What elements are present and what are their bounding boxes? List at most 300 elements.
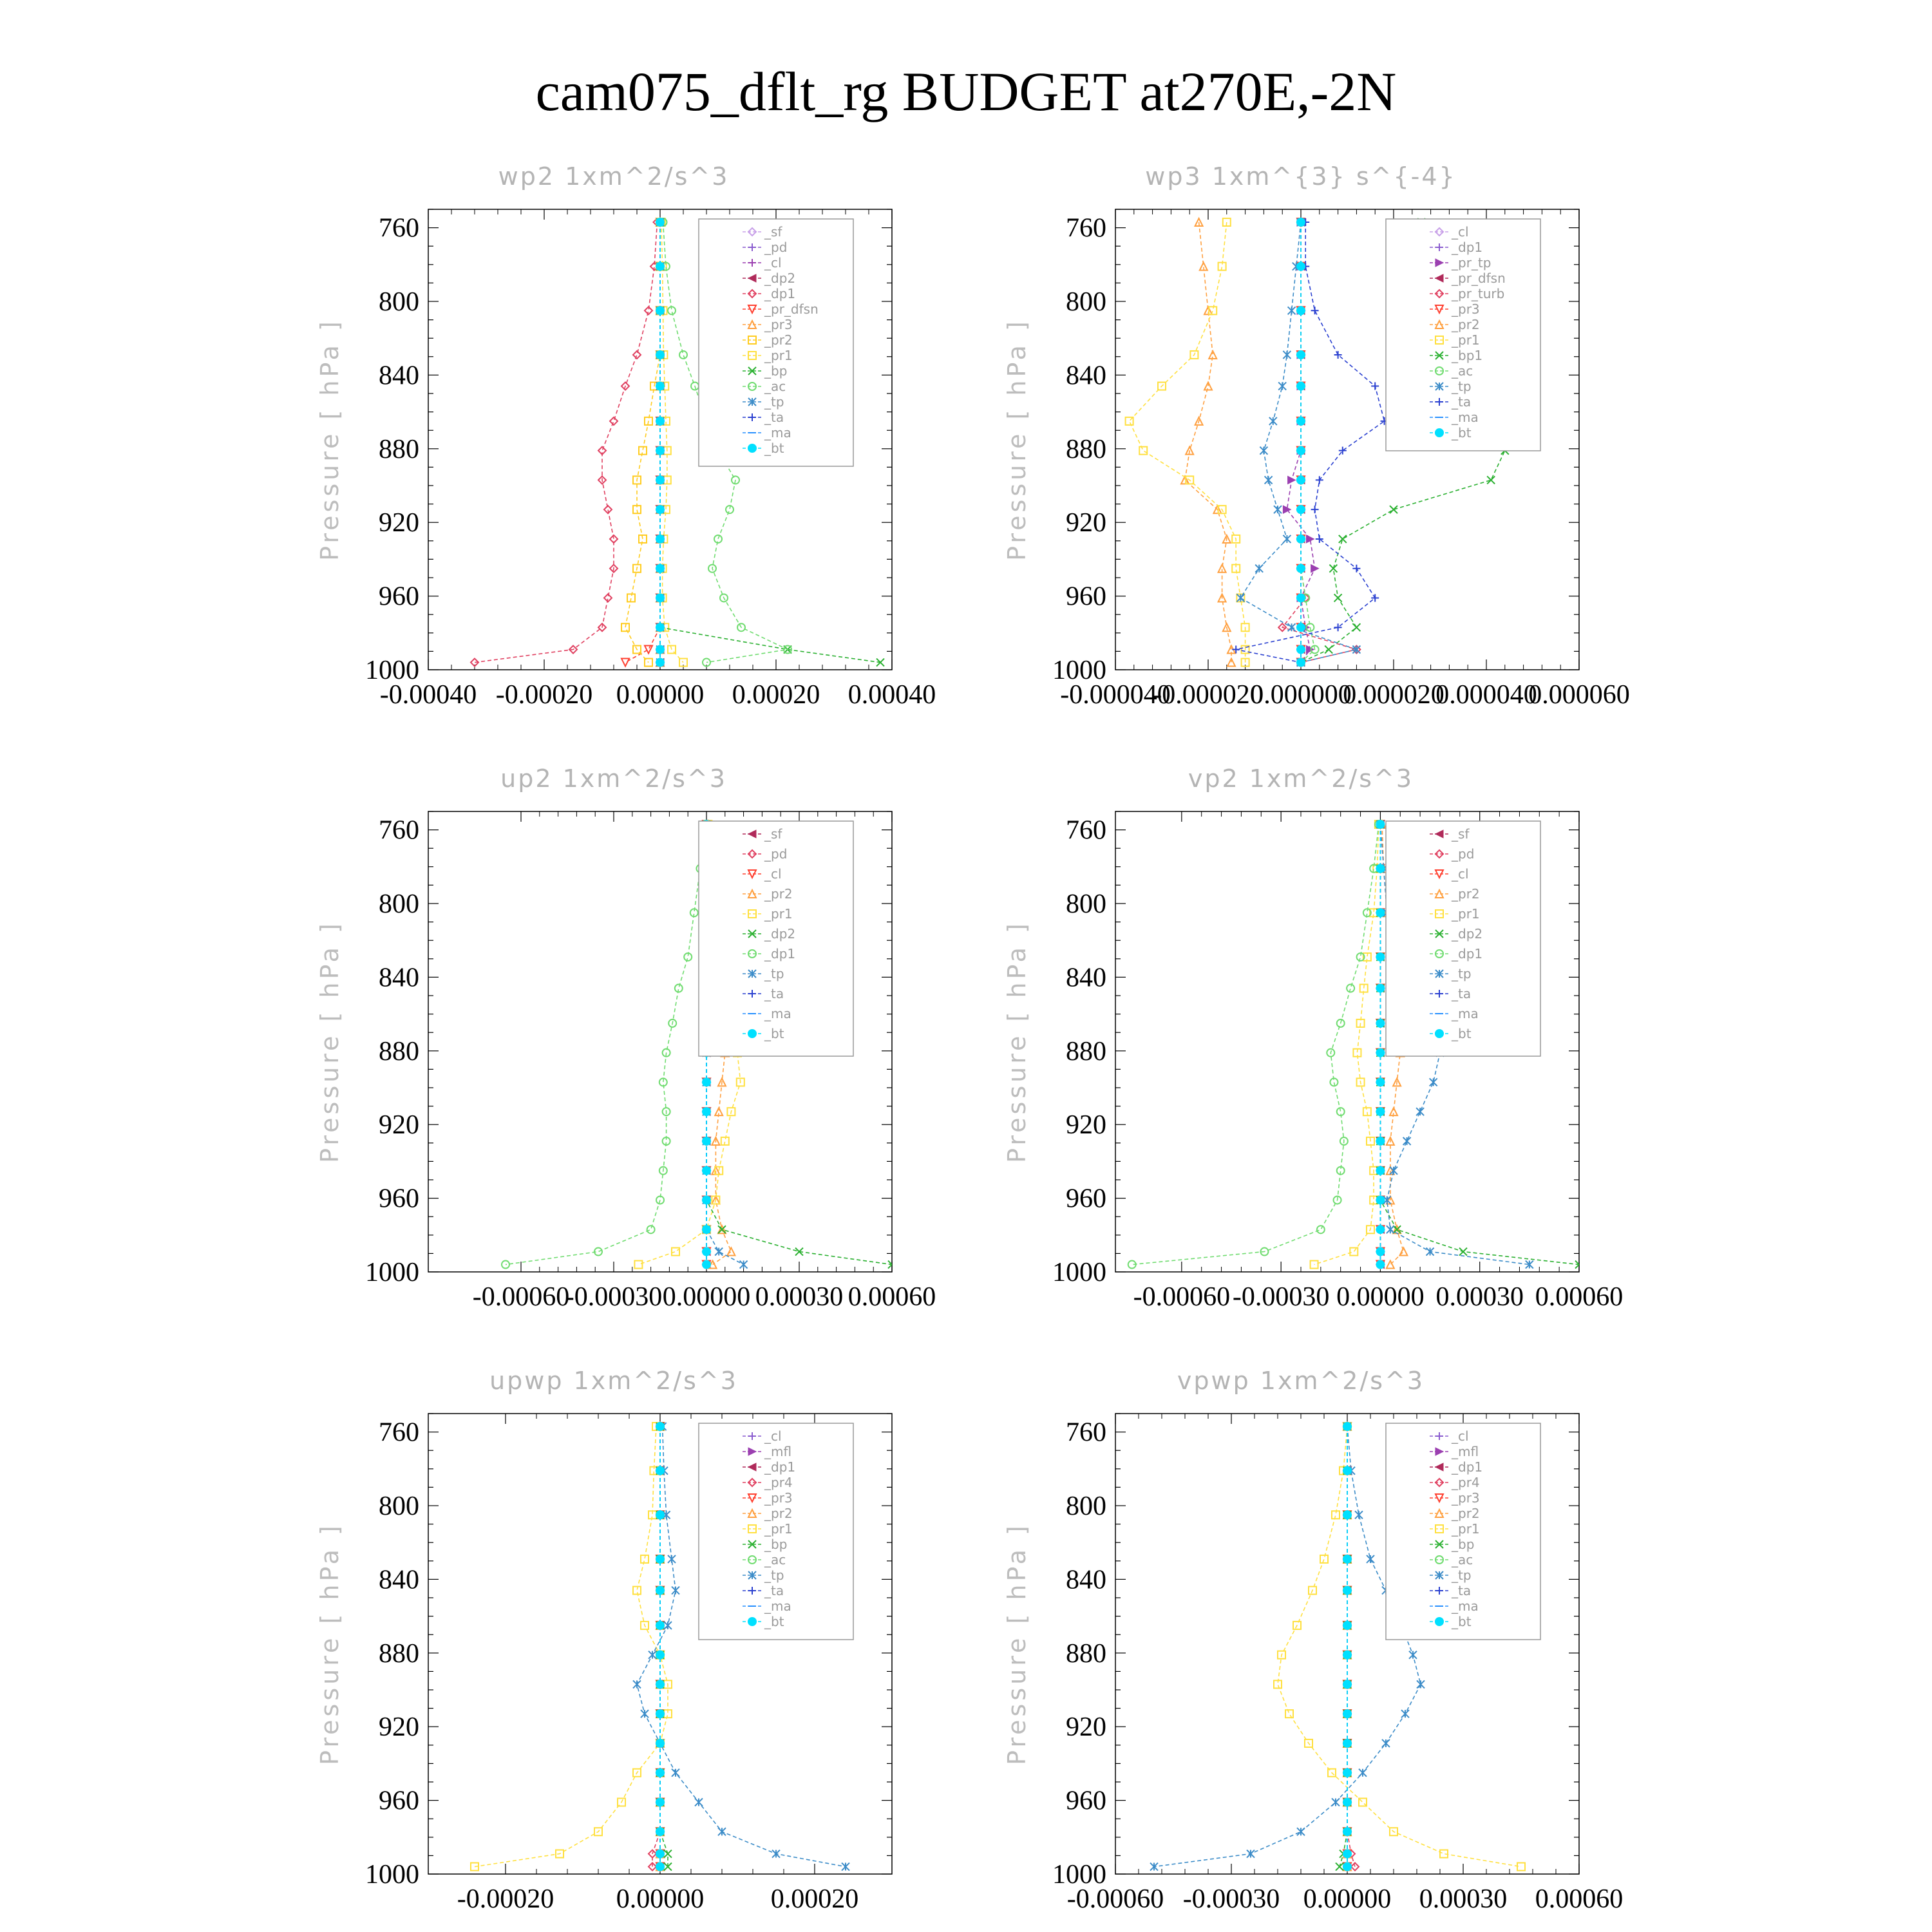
y-tick-label: 840 — [379, 1565, 419, 1595]
legend-label: _pr2 — [764, 886, 793, 902]
data-point-bt — [1296, 417, 1305, 426]
data-point-bt — [656, 1586, 665, 1595]
series-line-pr2 — [625, 222, 660, 663]
legend-label: _dp2 — [1452, 926, 1483, 942]
series-line-dp1 — [1132, 824, 1379, 1265]
y-tick-label: 960 — [379, 1184, 419, 1214]
data-point-bt — [656, 262, 665, 271]
data-point-tp — [1283, 535, 1291, 543]
y-tick-label: 800 — [379, 1492, 419, 1521]
legend-label: _cl — [1452, 866, 1469, 882]
data-point-bp1 — [1325, 646, 1332, 654]
series-line-pr1 — [475, 1426, 668, 1867]
legend-marker — [748, 1617, 757, 1626]
data-point-tp — [1278, 383, 1286, 390]
legend-label: _ta — [764, 410, 784, 425]
legend-label: _ac — [764, 379, 786, 394]
data-point-bt — [1296, 593, 1305, 602]
y-tick-label: 800 — [379, 287, 419, 317]
data-point-bp1 — [1334, 594, 1342, 601]
data-point-tp — [1426, 1248, 1434, 1256]
legend-label: _pr2 — [1452, 317, 1480, 332]
data-point-bt — [656, 1422, 665, 1431]
data-point-bt — [656, 306, 665, 315]
legend-label: _pr1 — [1452, 1521, 1480, 1537]
data-point-tp — [1236, 594, 1244, 601]
data-point-ta — [1232, 646, 1240, 654]
y-tick-label: 1000 — [1052, 656, 1106, 685]
series-line-ta — [1236, 222, 1384, 663]
data-point-bt — [656, 505, 665, 514]
data-point-tp — [1416, 1108, 1424, 1115]
series-line-pr2 — [1185, 222, 1231, 663]
data-point-bp1 — [1487, 476, 1495, 484]
data-point-dp1 — [1317, 1226, 1325, 1233]
legend-label: _cl — [1452, 224, 1469, 240]
panel-title: up2 1xm^2/s^3 — [500, 764, 727, 793]
chart-panel-0 — [316, 162, 936, 710]
data-point-bt — [1296, 306, 1305, 315]
data-point-bt — [1343, 1850, 1352, 1859]
data-point-ta — [1316, 476, 1323, 484]
y-tick-label: 1000 — [365, 656, 419, 685]
data-point-tp — [664, 1622, 672, 1629]
x-tick-label: -0.00030 — [1182, 1884, 1280, 1914]
data-point-bt — [1376, 984, 1385, 993]
y-tick-label: 760 — [379, 1417, 419, 1448]
y-tick-label: 800 — [1066, 287, 1106, 317]
data-point-tp — [668, 1555, 676, 1563]
data-point-tp — [1409, 1651, 1417, 1659]
data-point-bt — [1376, 1019, 1385, 1028]
legend-label: _pd — [1452, 846, 1475, 862]
legend-label: _ma — [1452, 1006, 1479, 1021]
data-point-pr2 — [627, 594, 635, 601]
legend-label: _cl — [764, 255, 782, 270]
data-point-tp — [641, 1710, 649, 1718]
data-point-bp1 — [1390, 506, 1397, 513]
legend-label: _pr4 — [1452, 1475, 1480, 1490]
legend-label: _dp1 — [764, 946, 796, 961]
data-point-pr1 — [633, 1587, 641, 1595]
data-point-tp — [1247, 1850, 1255, 1858]
legend-label: _tp — [764, 394, 784, 410]
data-point-ta — [1311, 307, 1319, 314]
data-point-bt — [702, 1077, 711, 1086]
data-point-bt — [702, 1137, 711, 1146]
x-tick-label: -0.00030 — [1232, 1282, 1330, 1312]
data-point-tp — [695, 1798, 703, 1806]
data-point-bt — [656, 1862, 665, 1871]
data-point-bt — [656, 218, 665, 227]
x-tick-label: 0.000040 — [1435, 680, 1537, 710]
x-tick-label: -0.000020 — [1153, 680, 1264, 710]
series-line-dp1 — [506, 824, 705, 1265]
x-tick-label: -0.00020 — [495, 680, 593, 710]
data-point-pr2 — [639, 447, 647, 455]
y-tick-label: 960 — [379, 582, 419, 612]
data-point-tp — [740, 1261, 748, 1269]
x-tick-label: 0.00060 — [1535, 1884, 1624, 1914]
legend-label: _ta — [764, 986, 784, 1001]
data-point-bt — [1376, 1195, 1385, 1204]
legend-label: _bt — [764, 440, 784, 456]
data-point-pr_tp — [1288, 476, 1296, 484]
y-tick-label: 800 — [1066, 889, 1106, 919]
data-point-bp1 — [1339, 535, 1347, 543]
data-point-bt — [656, 535, 665, 544]
data-point-bt — [1376, 1247, 1385, 1256]
data-point-tp — [1401, 1710, 1409, 1718]
legend-label: _cl — [1452, 1428, 1469, 1444]
legend-label: _tp — [1452, 1567, 1472, 1583]
data-point-tp — [1417, 1680, 1425, 1688]
data-point-dp1 — [610, 417, 618, 425]
data-point-bt — [656, 1466, 665, 1475]
legend-label: _ac — [1452, 1552, 1473, 1567]
data-point-bt — [656, 475, 665, 484]
panel-title: wp2 1xm^2/s^3 — [498, 162, 730, 191]
data-point-bt — [656, 658, 665, 667]
data-point-bt — [1296, 623, 1305, 632]
data-point-tp — [1367, 1555, 1374, 1563]
data-point-bt — [1343, 1586, 1352, 1595]
panel-title: wp3 1xm^{3} s^{-4} — [1145, 162, 1457, 191]
y-tick-label: 960 — [379, 1786, 419, 1816]
panel-title: upwp 1xm^2/s^3 — [489, 1367, 738, 1395]
data-point-pr2 — [1399, 1248, 1407, 1256]
legend-label: _pr_turb — [1452, 286, 1505, 301]
legend-label: _tp — [1452, 966, 1472, 981]
x-tick-label: 0.00030 — [1435, 1282, 1524, 1312]
data-point-bt — [1343, 1739, 1352, 1748]
data-point-tp — [1390, 1167, 1397, 1175]
legend-label: _pr3 — [1452, 301, 1480, 317]
y-tick-label: 760 — [1066, 213, 1106, 243]
data-point-bt — [1296, 475, 1305, 484]
legend-marker — [1435, 428, 1444, 437]
series-line-pr1 — [661, 222, 683, 663]
data-point-tp — [1355, 1511, 1363, 1519]
data-point-pr1 — [1311, 1261, 1318, 1269]
data-point-dp1 — [604, 506, 612, 513]
y-tick-label: 800 — [1066, 1492, 1106, 1521]
data-point-pr1 — [1320, 1555, 1328, 1563]
x-tick-label: 0.00000 — [1303, 1884, 1392, 1914]
y-tick-label: 1000 — [365, 1258, 419, 1287]
legend-marker — [748, 444, 757, 453]
x-tick-label: -0.00060 — [472, 1282, 570, 1312]
legend-label: _pr2 — [1452, 1506, 1480, 1521]
legend-label: _dp1 — [1452, 1459, 1483, 1475]
data-point-tp — [1332, 1798, 1340, 1806]
legend-label: _ac — [764, 1552, 786, 1567]
data-point-bt — [1296, 505, 1305, 514]
data-point-bt — [1376, 820, 1385, 829]
x-tick-label: 0.00030 — [755, 1282, 844, 1312]
legend-label: _pr3 — [764, 1490, 793, 1506]
y-tick-label: 840 — [379, 963, 419, 993]
legend-label: _ma — [1452, 1598, 1479, 1614]
data-point-tp — [1260, 447, 1267, 455]
data-point-bt — [1343, 1827, 1352, 1836]
data-point-tp — [1150, 1863, 1158, 1871]
legend-label: _dp1 — [1452, 946, 1483, 961]
y-axis-label: Pressure [ hPa ] — [1003, 920, 1031, 1163]
panel-title: vp2 1xm^2/s^3 — [1188, 764, 1414, 793]
x-tick-label: 0.00060 — [848, 1282, 936, 1312]
data-point-tp — [1297, 1828, 1305, 1835]
legend-label: _sf — [764, 826, 782, 842]
data-point-tp — [1430, 1078, 1437, 1086]
x-tick-label: -0.00040 — [379, 680, 477, 710]
data-point-ac — [726, 506, 734, 513]
data-point-tp — [1283, 351, 1291, 359]
y-tick-label: 800 — [379, 889, 419, 919]
legend-label: _pd — [764, 240, 788, 255]
data-point-bt — [1343, 1680, 1352, 1689]
y-tick-label: 920 — [1066, 1110, 1106, 1141]
data-point-bt — [656, 1621, 665, 1630]
chart-panel-5 — [1003, 1367, 1623, 1914]
data-point-bt — [1343, 1510, 1352, 1519]
legend-label: _ta — [1452, 394, 1472, 410]
data-point-bt — [1376, 1048, 1385, 1057]
legend-label: _ma — [764, 1598, 791, 1614]
data-point-bt — [702, 1107, 711, 1116]
data-point-bt — [656, 417, 665, 426]
legend-label: _bt — [764, 1614, 784, 1629]
y-tick-label: 920 — [379, 1712, 419, 1743]
legend-label: _ta — [764, 1583, 784, 1598]
data-point-tp — [1274, 506, 1282, 513]
data-point-bt — [656, 1709, 665, 1718]
legend-label: _pr1 — [764, 906, 793, 922]
data-point-tp — [715, 1248, 723, 1256]
data-point-pr1 — [672, 1248, 679, 1256]
chart-panel-1 — [1003, 162, 1630, 710]
y-tick-label: 840 — [1066, 1565, 1106, 1595]
figure-title: cam075_dflt_rg BUDGET at270E,-2N — [535, 61, 1397, 122]
chart-panel-3 — [1003, 764, 1623, 1312]
data-point-bp — [1336, 1863, 1343, 1871]
data-point-bt — [1376, 1077, 1385, 1086]
legend-label: _sf — [764, 224, 782, 240]
data-point-bt — [1343, 1797, 1352, 1806]
data-point-tp — [649, 1651, 656, 1659]
legend-label: _ma — [764, 1006, 791, 1021]
x-tick-label: -0.00060 — [1133, 1282, 1231, 1312]
legend-label: _bp — [1452, 1537, 1475, 1552]
legend-label: _tp — [764, 1567, 784, 1583]
data-point-pr2 — [1204, 383, 1212, 390]
y-axis-label: Pressure [ hPa ] — [1003, 318, 1031, 561]
data-point-tp — [633, 1680, 641, 1688]
x-tick-label: 0.000060 — [1528, 680, 1630, 710]
data-point-bt — [656, 1680, 665, 1689]
data-point-pr1 — [1350, 1248, 1358, 1256]
legend-label: _pd — [764, 846, 788, 862]
y-tick-label: 920 — [379, 1110, 419, 1141]
data-point-tp — [1255, 565, 1263, 573]
legend-label: _dp1 — [764, 1459, 796, 1475]
legend-label: _ma — [764, 425, 791, 440]
y-tick-label: 960 — [1066, 1786, 1106, 1816]
legend-label: _bp — [764, 1537, 788, 1552]
data-point-bt — [1343, 1422, 1352, 1431]
legend-label: _ac — [1452, 363, 1473, 379]
y-axis-label: Pressure [ hPa ] — [1003, 1522, 1031, 1765]
y-axis-label: Pressure [ hPa ] — [316, 318, 344, 561]
data-point-bt — [656, 645, 665, 654]
legend-label: _cl — [764, 866, 782, 882]
data-point-bt — [656, 1797, 665, 1806]
data-point-bt — [1376, 1137, 1385, 1146]
data-point-bt — [1376, 1225, 1385, 1234]
data-point-pr_dfsn — [621, 659, 629, 667]
data-point-pr_dfsn — [645, 646, 652, 654]
y-tick-label: 760 — [379, 815, 419, 846]
data-point-tp — [1382, 1739, 1390, 1747]
legend-marker — [1435, 1029, 1444, 1038]
data-point-ac — [714, 535, 722, 543]
data-point-bt — [702, 1166, 711, 1175]
data-point-bt — [702, 1225, 711, 1234]
x-tick-label: 0.00020 — [732, 680, 820, 710]
legend-label: _pr2 — [764, 332, 793, 348]
data-point-bt — [1296, 535, 1305, 544]
data-point-bt — [1343, 1651, 1352, 1660]
legend-label: _pr3 — [764, 317, 793, 332]
data-point-bt — [1296, 218, 1305, 227]
data-point-dp2 — [1459, 1248, 1467, 1256]
data-point-tp — [718, 1828, 726, 1835]
data-point-bt — [656, 1739, 665, 1748]
data-point-bt — [1296, 645, 1305, 654]
data-point-bt — [1296, 262, 1305, 271]
y-tick-label: 840 — [379, 361, 419, 391]
x-tick-label: 0.000020 — [1343, 680, 1444, 710]
legend-label: _bp1 — [1452, 348, 1483, 363]
legend-marker — [748, 1029, 757, 1038]
legend-label: _tp — [764, 966, 784, 981]
data-point-bt — [702, 1247, 711, 1256]
data-point-ta — [1311, 506, 1319, 513]
y-tick-label: 880 — [379, 1036, 419, 1066]
legend-label: _pr_dfsn — [764, 301, 819, 317]
x-tick-label: 0.00060 — [1535, 1282, 1624, 1312]
x-tick-label: 0.00030 — [1419, 1884, 1508, 1914]
series-line-dp1 — [475, 222, 658, 663]
data-point-pr1 — [634, 1261, 642, 1269]
data-point-tp — [1265, 476, 1273, 484]
data-point-bp1 — [1352, 623, 1360, 631]
data-point-bt — [1343, 1862, 1352, 1871]
data-point-bt — [1296, 658, 1305, 667]
legend-label: _ma — [1452, 410, 1479, 425]
data-point-tp — [1288, 307, 1296, 314]
legend-marker — [1435, 1617, 1444, 1626]
data-point-bt — [1376, 1260, 1385, 1269]
legend-label: _pr3 — [1452, 1490, 1480, 1506]
x-tick-label: -0.00020 — [457, 1884, 554, 1914]
y-tick-label: 1000 — [1052, 1258, 1106, 1287]
series-line-pr_dfsn — [625, 222, 660, 663]
data-point-bt — [702, 1260, 711, 1269]
data-point-pr2 — [621, 623, 629, 631]
y-tick-label: 960 — [1066, 582, 1106, 612]
legend-label: _bt — [1452, 425, 1472, 440]
data-point-tp — [1352, 646, 1360, 654]
data-point-bt — [702, 1195, 711, 1204]
data-point-bt — [656, 446, 665, 455]
chart-panel-2 — [316, 764, 936, 1312]
x-tick-label: 0.00040 — [848, 680, 936, 710]
data-point-pr1 — [1285, 1710, 1293, 1718]
x-tick-label: 0.00000 — [1336, 1282, 1425, 1312]
data-point-bt — [656, 1510, 665, 1519]
data-point-pr1 — [1139, 447, 1147, 455]
data-point-ac — [679, 351, 687, 359]
legend-label: _ta — [1452, 1583, 1472, 1598]
data-point-bt — [656, 1768, 665, 1777]
data-point-bt — [1296, 382, 1305, 391]
y-tick-label: 880 — [1066, 1036, 1106, 1066]
data-point-bt — [1376, 952, 1385, 961]
data-point-bt — [1376, 864, 1385, 873]
legend-label: _pr_dfsn — [1452, 270, 1506, 286]
y-tick-label: 840 — [1066, 361, 1106, 391]
legend-label: _pr4 — [764, 1475, 793, 1490]
legend-label: _ta — [1452, 986, 1472, 1001]
data-point-pr2 — [639, 535, 647, 543]
y-tick-label: 760 — [1066, 815, 1106, 846]
y-axis-label: Pressure [ hPa ] — [316, 1522, 344, 1765]
data-point-bt — [656, 593, 665, 602]
x-tick-label: -0.000040 — [1060, 680, 1171, 710]
series-line-tp — [1154, 1426, 1421, 1867]
data-point-tp — [772, 1850, 780, 1858]
legend-label: _bt — [1452, 1026, 1472, 1041]
data-point-dp1 — [1347, 985, 1354, 992]
data-point-tp — [672, 1587, 679, 1595]
legend-label: _dp1 — [1452, 240, 1483, 255]
legend-label: _dp2 — [764, 926, 796, 942]
data-point-bt — [1343, 1768, 1352, 1777]
legend-label: _pr_tp — [1452, 255, 1492, 270]
data-point-pr2 — [727, 1248, 735, 1256]
y-tick-label: 960 — [1066, 1184, 1106, 1214]
legend-label: _pr2 — [764, 1506, 793, 1521]
legend-label: _bt — [764, 1026, 784, 1041]
y-tick-label: 920 — [1066, 1712, 1106, 1743]
x-tick-label: 0.00000 — [616, 680, 705, 710]
data-point-bt — [1343, 1555, 1352, 1564]
y-tick-label: 1000 — [365, 1860, 419, 1889]
legend-label: _bt — [1452, 1614, 1472, 1629]
x-tick-label: -0.00030 — [565, 1282, 663, 1312]
data-point-bt — [1376, 908, 1385, 917]
data-point-bt — [656, 564, 665, 573]
data-point-dp1 — [633, 351, 641, 359]
data-point-tp — [1269, 417, 1277, 425]
legend-label: _pr1 — [1452, 332, 1480, 348]
data-point-bt — [1343, 1466, 1352, 1475]
data-point-bt — [656, 382, 665, 391]
legend-label: _dp1 — [764, 286, 796, 301]
y-tick-label: 840 — [1066, 963, 1106, 993]
data-point-bt — [656, 623, 665, 632]
